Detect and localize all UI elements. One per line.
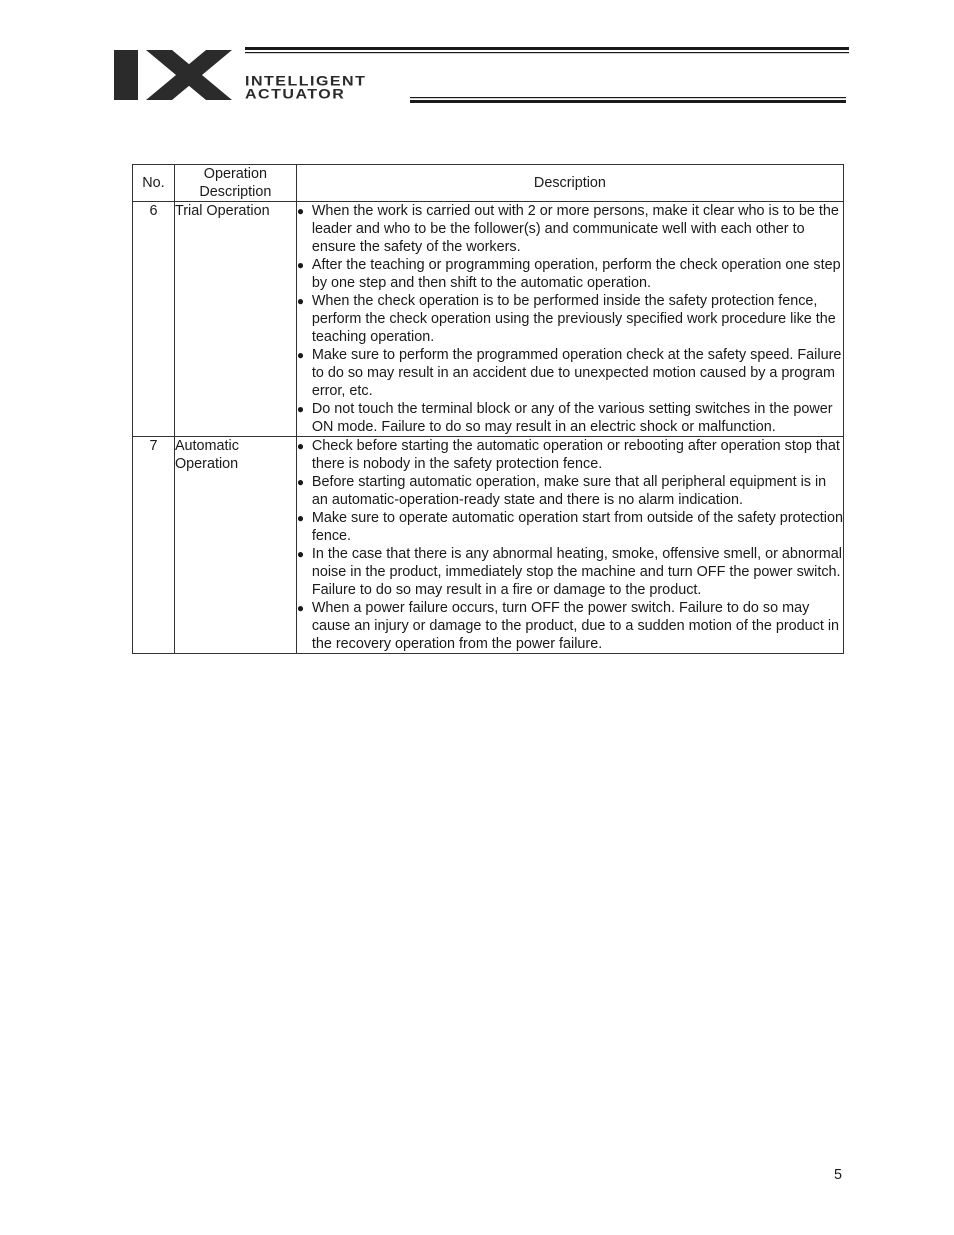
- row-number: 6: [133, 202, 175, 437]
- list-item: [297, 256, 843, 292]
- bullet-icon: ●: [296, 601, 305, 615]
- bullet-list: [297, 437, 843, 653]
- column-header-description: Description: [296, 165, 843, 202]
- list-item: [297, 473, 843, 509]
- description-cell: [296, 202, 843, 437]
- list-item-text: When the work is carried out with 2 or more persons, make it clear who is to be the leader and who to be the follower(s) and communicate well with each other to ensure the safety of the workers.: [311, 203, 839, 255]
- column-header-no: No.: [133, 165, 175, 202]
- ix-logo-icon: [0, 0, 954, 110]
- bullet-icon: ●: [296, 402, 305, 416]
- list-item-text: After the teaching or programming operation, perform the check operation one step by one step and then shift to the automatic operation.: [311, 257, 841, 291]
- column-header-operation: Operation Description: [174, 165, 296, 202]
- list-item-text: Make sure to operate automatic operation start from outside of the safety protection fence.: [311, 510, 843, 544]
- brand-name-line2: ACTUATOR: [245, 87, 346, 102]
- brand-name-line1: INTELLIGENT: [245, 74, 367, 89]
- list-item: [297, 437, 843, 473]
- list-item: [297, 545, 843, 599]
- table-header-row: [133, 165, 844, 202]
- list-item-text: Check before starting the automatic operation or rebooting after operation stop that there is nobody in the safety protection fence.: [311, 438, 840, 472]
- bullet-icon: ●: [296, 475, 305, 489]
- bullet-list: [297, 202, 843, 436]
- list-item: [297, 202, 843, 256]
- bullet-icon: ●: [296, 204, 305, 218]
- list-item: [297, 346, 843, 400]
- page-header: [0, 0, 954, 110]
- table-row: [133, 437, 844, 654]
- list-item-text: When a power failure occurs, turn OFF the power switch. Failure to do so may cause an injury or damage to the product, due to a sudden motion of the product in the recovery operation from the power failure.: [311, 600, 840, 652]
- bullet-icon: ●: [296, 294, 305, 308]
- operation-safety-table: [132, 164, 844, 654]
- table-row: [133, 202, 844, 437]
- bullet-icon: ●: [296, 258, 305, 272]
- list-item: [297, 599, 843, 653]
- row-number: 7: [133, 437, 175, 654]
- description-cell: [296, 437, 843, 654]
- list-item-text: Before starting automatic operation, make sure that all peripheral equipment is in an automatic-operation-ready state and there is no alarm indication.: [311, 474, 827, 508]
- bullet-icon: ●: [296, 547, 305, 561]
- operation-name: Trial Operation: [174, 202, 296, 437]
- list-item-text: When the check operation is to be performed inside the safety protection fence, perform the check operation using the previously specified work procedure like the teaching operation.: [311, 293, 836, 345]
- list-item-text: In the case that there is any abnormal heating, smoke, offensive smell, or abnormal noise in the product, immediately stop the machine and turn OFF the power switch. Failure to do so may result in a fire or damage to the product.: [311, 546, 842, 598]
- operation-name: Automatic Operation: [174, 437, 296, 654]
- page-number: 5: [834, 1167, 843, 1183]
- bullet-icon: ●: [296, 439, 305, 453]
- list-item: [297, 292, 843, 346]
- list-item: [297, 509, 843, 545]
- list-item-text: Make sure to perform the programmed operation check at the safety speed. Failure to do so may result in an accident due to unexpected motion caused by a program error, etc.: [311, 347, 842, 399]
- list-item-text: Do not touch the terminal block or any of the various setting switches in the power ON mode. Failure to do so may result in an electric shock or malfunction.: [311, 401, 833, 435]
- list-item: [297, 400, 843, 436]
- bullet-icon: ●: [296, 511, 305, 525]
- bullet-icon: ●: [296, 348, 305, 362]
